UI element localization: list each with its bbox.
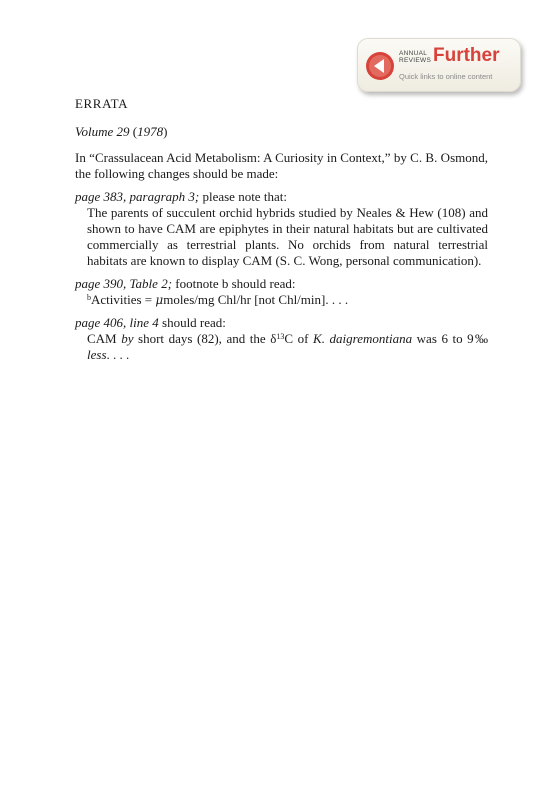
volume-line: Volume 29 (1978)	[75, 124, 168, 139]
intro-paragraph: In “Crassulacean Acid Metabolism: A Curiosity in Context,” by C. B. Osmond, the following changes should be made:	[75, 150, 488, 181]
erratum-text: CAM by short days (82), and the $\delta^{13}C$ of K. daigremontiana was 6 to 9‰ less. . . .	[87, 331, 489, 362]
erratum-text: The parents of succulent orchid hybrids studied by Neales & Hew (108) and shown to have CAM are epiphytes in their natural habitats but are cultivated commercially as terrestrial plants. No orchids from natural terrestrial habitats are known to display CAM (S. C. Wong, personal communication).	[87, 205, 488, 268]
volume-label: Volume 29	[75, 124, 130, 139]
errata-heading: ERRATA	[75, 96, 129, 111]
footnote-marker: b	[87, 293, 91, 302]
erratum-location: page 383, paragraph 3;	[75, 189, 200, 204]
erratum-location: page 390, Table 2;	[75, 276, 173, 291]
erratum-instruction: please note that:	[199, 189, 287, 204]
erratum-text: $^b$Activities = μmoles/mg Chl/hr [not Chl/min]. . . .	[87, 292, 349, 307]
mu-symbol: μ	[155, 293, 164, 307]
erratum-entry	[75, 189, 488, 269]
volume-year: 1978	[137, 124, 164, 139]
back-arrow-icon	[365, 51, 395, 81]
erratum-reference	[75, 189, 488, 205]
further-badge[interactable]	[357, 38, 521, 92]
badge-publisher-text: ANNUAL REVIEWS	[399, 50, 432, 64]
erratum-reference	[75, 276, 488, 292]
erratum-instruction: should read:	[158, 315, 226, 330]
badge-tagline: Quick links to online content	[399, 72, 493, 81]
erratum-entry	[75, 315, 488, 363]
species-name: K. daigremontiana	[313, 331, 413, 346]
badge-title: Further	[433, 45, 500, 66]
erratum-entry	[75, 276, 488, 308]
erratum-location: page 406, line 4	[75, 315, 159, 330]
erratum-instruction: footnote b should read:	[172, 276, 296, 291]
errata-document	[75, 96, 488, 363]
erratum-reference	[75, 315, 488, 331]
